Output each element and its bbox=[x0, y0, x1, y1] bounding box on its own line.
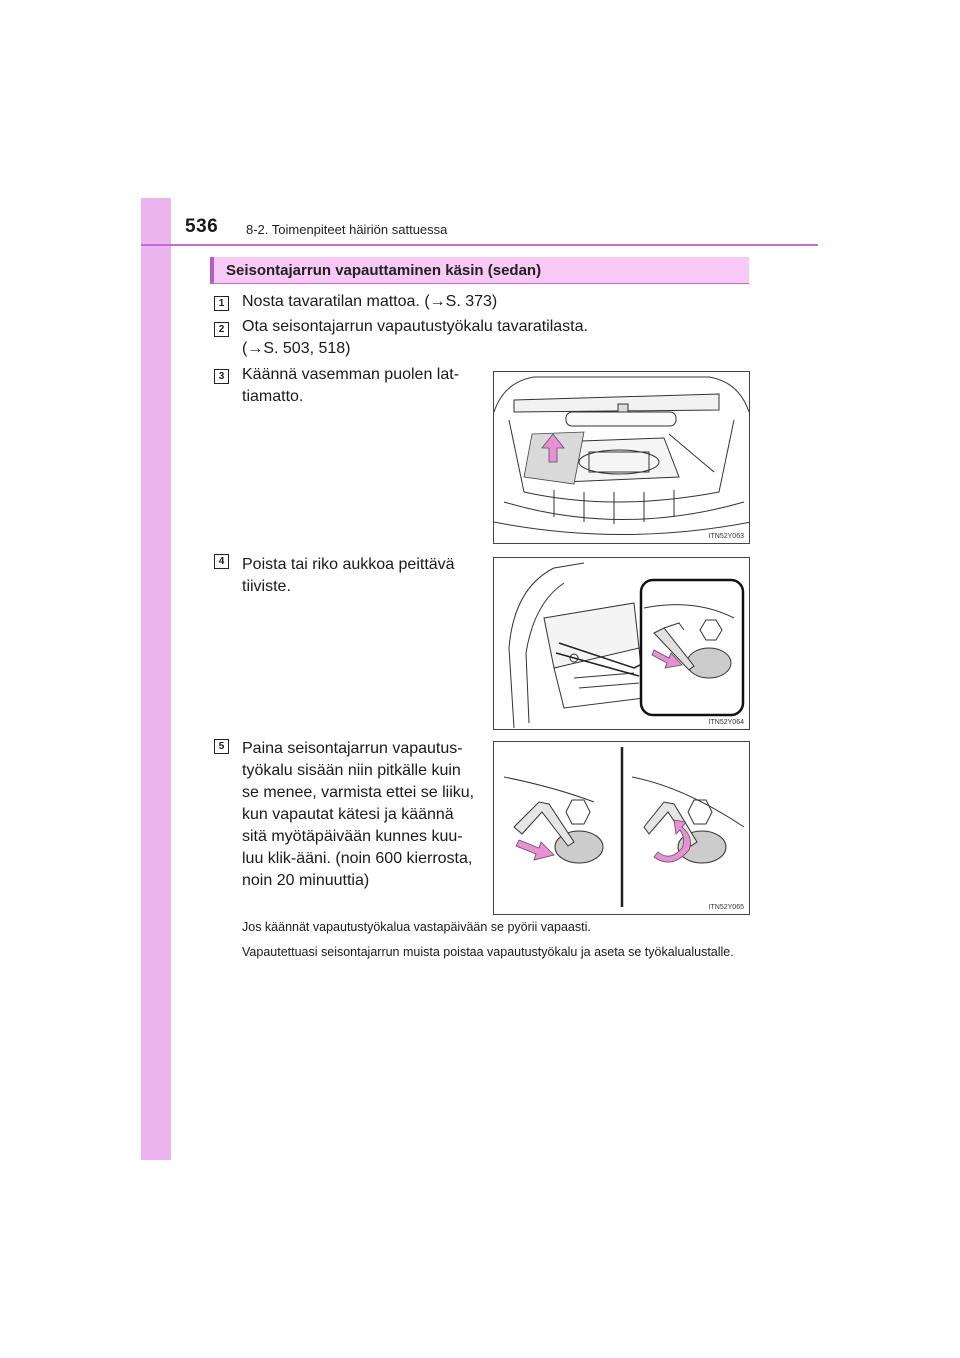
step-line: Paina seisontajarrun vapautus- bbox=[242, 740, 463, 757]
figure-code: ITN52Y065 bbox=[708, 904, 744, 911]
trunk-illustration bbox=[494, 372, 750, 544]
release-tool-illustration bbox=[494, 742, 750, 915]
figure-code: ITN52Y064 bbox=[708, 719, 744, 726]
figure-release-tool bbox=[493, 741, 750, 915]
header-rule bbox=[141, 244, 818, 246]
figure-trunk-mat bbox=[493, 371, 750, 544]
figure-seal bbox=[493, 557, 750, 730]
step-number-4: 4 bbox=[214, 554, 229, 569]
step-line: tiiviste. bbox=[242, 578, 291, 595]
section-title: Seisontajarrun vapauttaminen käsin (sedan) bbox=[226, 262, 542, 279]
page-number: 536 bbox=[185, 216, 219, 237]
step-number-2: 2 bbox=[214, 322, 229, 337]
step-number-1: 1 bbox=[214, 296, 229, 311]
step-line: noin 20 minuuttia) bbox=[242, 872, 370, 889]
step-line: kun vapautat kätesi ja käännä bbox=[242, 806, 454, 823]
note-2: Vapautettuasi seisontajarrun muista poistaa vapautustyökalu ja aseta se työkalualustalle. bbox=[242, 945, 734, 959]
step-text-4 bbox=[242, 554, 477, 598]
step-line: Ota seisontajarrun vapautustyökalu tavaratilasta. bbox=[242, 318, 588, 335]
step-line: sitä myötäpäivään kunnes kuu- bbox=[242, 828, 463, 845]
step-line: luu klik-ääni. (noin 600 kierrosta, bbox=[242, 850, 473, 867]
seal-illustration bbox=[494, 558, 750, 730]
step-text-2 bbox=[242, 316, 588, 360]
note-1: Jos käännät vapautustyökalua vastapäivään se pyörii vapaasti. bbox=[242, 920, 591, 934]
step-number-3: 3 bbox=[214, 369, 229, 384]
step-text-1 bbox=[242, 291, 497, 313]
step-line: Poista tai riko aukkoa peittävä bbox=[242, 556, 455, 573]
step-line: se menee, varmista ettei se liiku, bbox=[242, 784, 475, 801]
step-text-3 bbox=[242, 364, 477, 408]
step-line: Nosta tavaratilan mattoa. (→S. 373) bbox=[242, 293, 498, 310]
step-text-5 bbox=[242, 738, 477, 892]
step-number-5: 5 bbox=[214, 739, 229, 754]
section-title-bar bbox=[210, 257, 749, 284]
step-line: työkalu sisään niin pitkälle kuin bbox=[242, 762, 461, 779]
step-line: (→S. 503, 518) bbox=[242, 340, 351, 357]
figure-code: ITN52Y063 bbox=[708, 533, 744, 540]
side-tab bbox=[141, 198, 171, 1160]
step-line: Käännä vasemman puolen lat- bbox=[242, 366, 460, 383]
chapter-title: 8-2. Toimenpiteet häiriön sattuessa bbox=[246, 222, 448, 237]
step-line: tiamatto. bbox=[242, 388, 304, 405]
